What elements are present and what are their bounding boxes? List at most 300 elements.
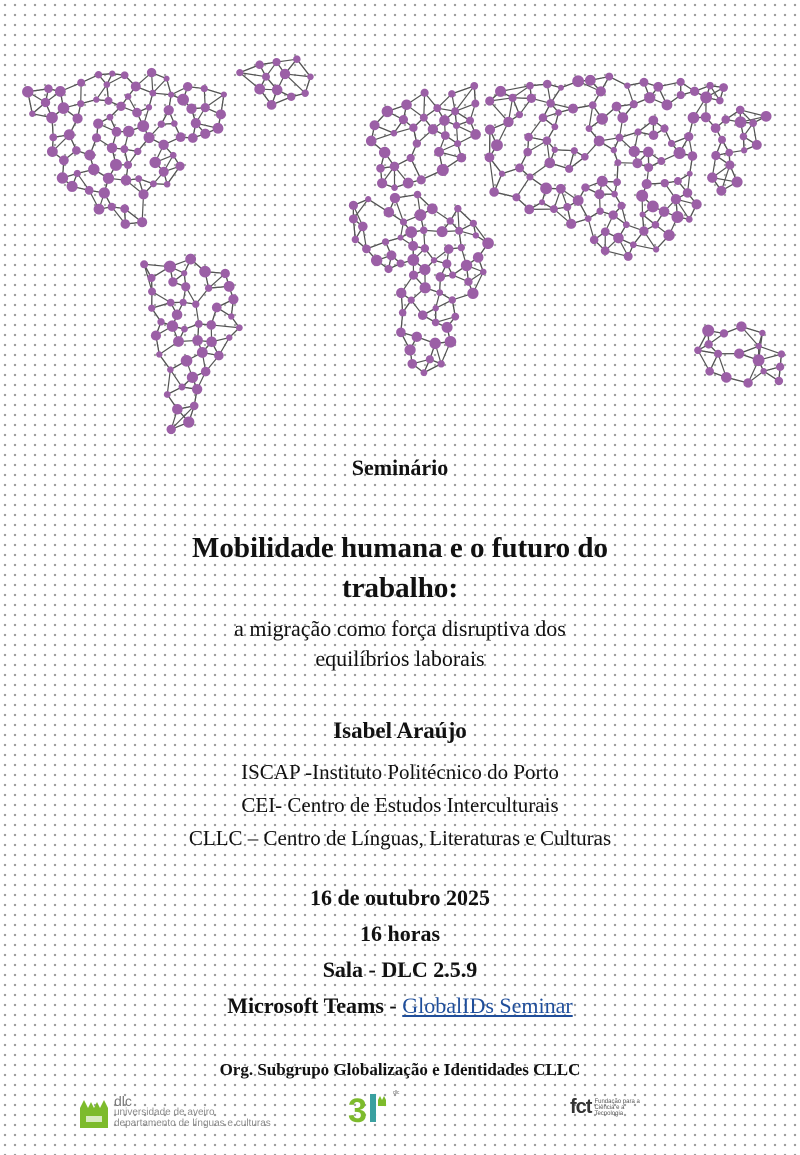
network-node xyxy=(414,191,422,199)
network-node xyxy=(150,180,157,187)
network-node xyxy=(449,296,456,303)
network-node xyxy=(427,203,438,214)
network-node xyxy=(581,153,589,161)
network-node xyxy=(572,75,584,87)
network-node xyxy=(188,133,198,143)
network-node xyxy=(437,226,448,237)
network-node xyxy=(398,235,404,241)
network-node xyxy=(683,188,693,198)
network-node xyxy=(707,172,717,182)
network-node xyxy=(192,335,203,346)
network-node xyxy=(191,118,201,128)
network-node xyxy=(485,96,494,105)
network-node xyxy=(734,348,744,358)
network-node xyxy=(408,297,415,304)
event-date: 16 de outubro 2025 xyxy=(310,885,490,910)
network-node xyxy=(662,100,673,111)
network-node xyxy=(489,187,499,197)
network-node xyxy=(272,58,280,66)
network-node xyxy=(366,136,377,147)
subtitle-line-1: a migração como força disruptiva dos xyxy=(234,616,566,641)
ua-dlc-logo xyxy=(78,1093,271,1130)
network-node xyxy=(471,100,479,108)
network-node xyxy=(581,183,589,191)
network-node xyxy=(405,226,417,238)
network-node xyxy=(677,91,685,99)
network-node xyxy=(59,155,69,165)
network-node xyxy=(692,199,702,209)
network-node xyxy=(596,207,603,214)
network-node xyxy=(412,332,422,342)
network-node xyxy=(197,347,208,358)
network-node xyxy=(640,211,646,217)
network-node xyxy=(526,173,533,180)
network-node xyxy=(399,309,407,317)
network-node xyxy=(701,112,711,122)
network-node xyxy=(262,73,270,81)
network-node xyxy=(573,195,584,206)
network-node xyxy=(721,372,732,383)
seminar-subtitle xyxy=(0,614,800,674)
network-node xyxy=(552,147,558,153)
network-node xyxy=(255,60,264,69)
network-node xyxy=(442,322,453,333)
network-node xyxy=(615,134,623,142)
network-node xyxy=(57,172,68,183)
network-node xyxy=(180,299,187,306)
network-node xyxy=(399,115,408,124)
network-node xyxy=(390,193,400,203)
world-network-map xyxy=(0,30,800,450)
network-node xyxy=(711,151,720,160)
network-node xyxy=(741,147,747,153)
network-node xyxy=(674,177,682,185)
ua-dept: departamento de línguas e culturas xyxy=(114,1118,271,1129)
network-node xyxy=(596,113,608,125)
fct-logo xyxy=(570,1096,644,1119)
network-node xyxy=(371,255,382,266)
dlc-30-years-logo xyxy=(348,1090,399,1126)
network-node xyxy=(694,346,702,354)
network-node xyxy=(523,148,532,157)
network-node xyxy=(236,69,243,76)
network-node xyxy=(512,193,520,201)
network-node xyxy=(611,147,617,153)
network-node xyxy=(449,271,456,278)
network-node xyxy=(181,282,190,291)
network-node xyxy=(778,350,785,357)
network-node xyxy=(146,104,152,110)
network-node xyxy=(181,326,188,333)
network-node xyxy=(725,160,734,169)
network-node xyxy=(447,217,454,224)
network-node xyxy=(524,204,534,214)
network-node xyxy=(420,226,428,234)
network-node xyxy=(181,355,193,367)
network-node xyxy=(157,318,164,325)
network-node xyxy=(105,97,113,105)
network-node xyxy=(167,299,175,307)
network-node xyxy=(684,132,693,141)
network-node xyxy=(280,69,290,79)
network-node xyxy=(349,214,358,223)
network-node xyxy=(480,269,487,276)
network-node xyxy=(158,140,168,150)
event-online xyxy=(0,988,800,1024)
network-node xyxy=(365,196,371,202)
network-node xyxy=(594,136,605,147)
network-node xyxy=(705,367,714,376)
network-node xyxy=(470,220,477,227)
affiliation-iscap: ISCAP -Instituto Politécnico do Porto xyxy=(241,760,559,784)
svg-text:3: 3 xyxy=(348,1092,367,1126)
network-node xyxy=(103,173,114,184)
network-node xyxy=(148,288,156,296)
network-node xyxy=(706,82,714,90)
network-node xyxy=(470,129,481,140)
network-node xyxy=(660,124,668,132)
network-node xyxy=(556,184,566,194)
network-node xyxy=(451,313,459,321)
network-node xyxy=(432,319,440,327)
network-node xyxy=(386,250,396,260)
network-node xyxy=(761,111,772,122)
network-node xyxy=(159,167,169,177)
network-node xyxy=(138,189,148,199)
network-node xyxy=(272,85,283,96)
network-node xyxy=(503,117,513,127)
network-node xyxy=(555,109,562,116)
online-prefix: Microsoft Teams - xyxy=(227,993,403,1018)
network-node xyxy=(370,120,380,130)
network-node xyxy=(546,99,555,108)
network-node xyxy=(171,120,178,127)
organizer: Org. Subgrupo Globalização e Identidades CLLC xyxy=(219,1060,581,1079)
network-node xyxy=(618,202,626,210)
network-node xyxy=(192,384,202,394)
network-node xyxy=(753,354,765,366)
network-node xyxy=(524,133,533,142)
network-node xyxy=(409,270,418,279)
network-node xyxy=(187,372,198,383)
network-node xyxy=(132,108,142,118)
network-node xyxy=(719,83,728,92)
network-node xyxy=(134,148,141,155)
network-node xyxy=(539,113,548,122)
network-node xyxy=(164,105,174,115)
network-node xyxy=(108,203,116,211)
network-node xyxy=(428,124,438,134)
network-node xyxy=(461,260,472,271)
network-node xyxy=(216,109,226,119)
network-node xyxy=(445,336,457,348)
ua-logo-icon xyxy=(78,1096,110,1130)
network-node xyxy=(458,244,465,251)
network-node xyxy=(433,305,439,311)
network-node xyxy=(44,84,53,93)
network-node xyxy=(58,102,70,114)
network-node xyxy=(543,136,552,145)
network-node xyxy=(214,351,224,361)
network-node xyxy=(421,369,428,376)
network-node xyxy=(407,254,419,266)
network-node xyxy=(109,71,115,77)
network-node xyxy=(123,126,134,137)
network-node xyxy=(224,281,235,292)
event-details xyxy=(0,880,800,1024)
title-line-2: trabalho: xyxy=(342,572,458,604)
thirty-icon xyxy=(348,1090,390,1126)
network-node xyxy=(720,329,728,337)
seminar-title xyxy=(0,528,800,608)
network-node xyxy=(663,230,674,241)
network-node xyxy=(22,86,33,97)
network-node xyxy=(431,257,437,263)
network-node xyxy=(120,204,129,213)
network-node xyxy=(485,125,495,135)
network-node xyxy=(725,149,733,157)
network-node xyxy=(659,206,670,217)
network-node xyxy=(550,205,558,213)
network-node xyxy=(649,130,659,140)
network-node xyxy=(49,133,57,141)
network-node xyxy=(473,232,479,238)
network-node xyxy=(64,129,75,140)
network-node xyxy=(617,112,628,123)
network-node xyxy=(205,284,212,291)
network-node xyxy=(466,117,474,125)
network-node xyxy=(688,151,698,161)
network-node xyxy=(759,330,765,336)
network-node xyxy=(382,106,393,117)
network-node xyxy=(401,99,412,110)
network-node xyxy=(704,340,712,348)
network-node xyxy=(55,86,66,97)
network-node xyxy=(213,123,224,134)
network-node xyxy=(429,338,440,349)
network-node xyxy=(608,210,617,219)
network-node xyxy=(589,101,597,109)
network-node xyxy=(67,181,78,192)
network-node xyxy=(702,325,714,337)
network-node xyxy=(85,186,94,195)
network-node xyxy=(736,321,746,331)
network-node xyxy=(403,178,414,189)
network-node xyxy=(623,221,630,228)
network-node xyxy=(149,157,160,168)
network-node xyxy=(358,222,368,232)
network-node xyxy=(433,104,441,112)
network-node xyxy=(107,114,114,121)
network-node xyxy=(454,205,461,212)
network-node xyxy=(212,303,222,313)
network-node xyxy=(144,132,155,143)
affiliation-cllc: CLLC – Centro de Línguas, Literaturas e Culturas xyxy=(188,826,612,850)
network-node xyxy=(601,227,610,236)
network-node xyxy=(464,278,472,286)
network-node xyxy=(390,162,400,172)
network-node xyxy=(190,402,199,411)
network-node xyxy=(736,106,745,115)
teams-link[interactable]: GlobalIDs Seminar xyxy=(402,993,573,1018)
network-node xyxy=(470,82,478,90)
network-node xyxy=(568,104,578,114)
network-node xyxy=(652,221,660,229)
network-node xyxy=(147,274,155,282)
network-node xyxy=(199,266,211,278)
network-node xyxy=(121,219,131,229)
network-node xyxy=(131,81,141,91)
network-node xyxy=(72,113,82,123)
network-node xyxy=(630,241,637,248)
network-node xyxy=(595,189,605,199)
network-node xyxy=(391,130,398,137)
network-node xyxy=(716,97,724,105)
network-node xyxy=(88,164,99,175)
network-node xyxy=(192,301,199,308)
network-node xyxy=(653,82,663,92)
network-node xyxy=(116,102,125,111)
network-node xyxy=(156,351,162,357)
network-node xyxy=(455,227,463,235)
ua-dlc-text: dlc xyxy=(114,1093,132,1109)
network-node xyxy=(551,123,558,130)
network-node xyxy=(544,158,555,169)
network-node xyxy=(382,238,389,245)
network-node xyxy=(107,143,117,153)
ua-name: universidade de aveiro xyxy=(114,1107,215,1118)
network-node xyxy=(110,159,122,171)
network-node xyxy=(661,179,669,187)
network-node xyxy=(648,115,658,125)
network-node xyxy=(140,260,148,268)
network-node xyxy=(135,175,142,182)
fct-text: fct xyxy=(570,1096,592,1118)
network-node xyxy=(396,288,406,298)
speaker-name: Isabel Araújo xyxy=(333,718,467,743)
network-node xyxy=(671,194,681,204)
network-node xyxy=(352,236,359,243)
network-node xyxy=(151,330,161,340)
network-node xyxy=(293,55,301,63)
network-node xyxy=(384,207,395,218)
network-node xyxy=(186,104,196,114)
network-node xyxy=(516,111,523,118)
network-node xyxy=(419,264,430,275)
network-node xyxy=(267,100,277,110)
subtitle-line-2: equilíbrios laborais xyxy=(315,646,485,671)
network-node xyxy=(137,120,149,132)
network-node xyxy=(420,282,431,293)
network-node xyxy=(718,136,726,144)
network-node xyxy=(409,124,417,132)
network-node xyxy=(206,320,216,330)
network-node xyxy=(362,244,371,253)
network-node xyxy=(400,218,407,225)
network-node xyxy=(72,146,81,155)
network-node xyxy=(226,334,232,340)
network-node xyxy=(77,100,84,107)
network-node xyxy=(408,241,418,251)
network-node xyxy=(164,261,176,273)
network-node xyxy=(421,244,429,252)
network-node xyxy=(776,363,784,371)
network-node xyxy=(77,79,85,87)
network-node xyxy=(526,82,534,90)
network-node xyxy=(437,360,444,367)
network-node xyxy=(228,294,238,304)
network-node xyxy=(716,186,726,196)
network-node xyxy=(173,336,184,347)
network-node xyxy=(121,71,129,79)
network-node xyxy=(93,119,103,129)
network-node xyxy=(236,324,243,331)
network-node xyxy=(104,81,111,88)
network-node xyxy=(687,171,693,177)
network-node xyxy=(515,163,524,172)
network-node xyxy=(376,164,385,173)
network-node xyxy=(437,164,449,176)
network-node xyxy=(93,96,99,102)
network-node xyxy=(391,184,398,191)
network-node xyxy=(677,78,685,86)
network-node xyxy=(183,417,194,428)
network-node xyxy=(435,272,445,282)
network-edge xyxy=(633,245,656,250)
network-node xyxy=(735,116,747,128)
network-node xyxy=(444,244,454,254)
network-node xyxy=(439,115,450,126)
network-node xyxy=(164,391,171,398)
network-node xyxy=(413,139,421,147)
network-node xyxy=(743,378,752,387)
network-node xyxy=(760,368,766,374)
network-node xyxy=(636,190,648,202)
network-node xyxy=(629,146,640,157)
network-node xyxy=(181,270,187,276)
network-node xyxy=(714,350,722,358)
network-node xyxy=(426,355,434,363)
network-node xyxy=(377,178,387,188)
network-node xyxy=(473,252,484,263)
speaker-affiliations xyxy=(0,756,800,855)
network-node xyxy=(417,175,426,184)
network-node xyxy=(605,73,613,81)
network-node xyxy=(585,215,592,222)
network-node xyxy=(639,226,648,235)
network-node xyxy=(407,154,415,162)
network-node xyxy=(167,366,174,373)
network-node xyxy=(495,86,506,97)
network-node xyxy=(172,309,183,320)
network-node xyxy=(775,377,783,385)
network-node xyxy=(653,246,659,252)
network-node xyxy=(644,92,655,103)
network-node xyxy=(671,211,683,223)
network-node xyxy=(639,78,648,87)
network-node xyxy=(167,425,176,434)
network-node xyxy=(482,237,494,249)
network-node xyxy=(613,178,621,186)
network-node xyxy=(624,252,633,261)
network-node xyxy=(624,82,630,88)
network-node xyxy=(384,265,392,273)
network-node xyxy=(379,147,390,158)
network-node xyxy=(642,179,652,189)
network-node xyxy=(418,310,428,320)
network-node xyxy=(590,236,599,245)
network-edge xyxy=(167,370,170,395)
